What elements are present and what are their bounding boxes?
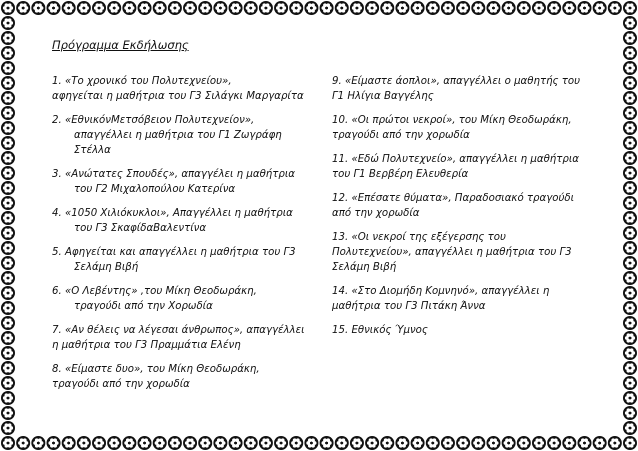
border-flower: [532, 1, 546, 15]
border-flower: [213, 436, 227, 450]
program-item-15: 15. Εθνικός Ύμνος: [332, 325, 428, 336]
border-flower: [623, 61, 637, 75]
border-flower: [335, 436, 349, 450]
border-flower: [593, 1, 607, 15]
border-flower: [304, 436, 318, 450]
border-flower: [198, 436, 212, 450]
border-flower: [213, 1, 227, 15]
program-item-7: 7. «Αν θέλεις να λέγεσαι άνθρωπος», απαγγέλλει η μαθήτρια του Γ3 Πραμμάτια Ελένη: [52, 325, 305, 351]
border-flower: [1, 16, 15, 30]
border-flower: [183, 1, 197, 15]
border-flower: [350, 436, 364, 450]
border-flower: [229, 1, 243, 15]
program-item-9: 9. «Είμαστε άοπλοι», απαγγέλλει ο μαθητής του Γ1 Ηλίγια Βαγγέλης: [332, 76, 581, 102]
border-flower: [1, 121, 15, 135]
border-flower: [532, 436, 546, 450]
program-content: [52, 38, 592, 414]
program-item-14: 14. «Στο Διομήδη Κομνηνό», απαγγέλλει η μαθήτρια του Γ3 Πιτάκη Άννα: [332, 286, 550, 312]
border-flower: [1, 91, 15, 105]
border-flower: [395, 1, 409, 15]
border-flower: [1, 1, 15, 15]
border-flower: [623, 256, 637, 270]
border-flower: [274, 1, 288, 15]
border-flower: [1, 61, 15, 75]
border-flower: [62, 1, 76, 15]
right-column: [332, 74, 594, 347]
border-flower: [623, 151, 637, 165]
border-flower: [31, 436, 45, 450]
border-flower: [623, 226, 637, 240]
border-flower: [1, 301, 15, 315]
border-flower: [1, 241, 15, 255]
program-item-11: 11. «Εδώ Πολυτεχνείο», απαγγέλλει η μαθήτρια του Γ1 Βερβέρη Ελευθερία: [332, 154, 580, 180]
border-flower: [456, 1, 470, 15]
border-flower: [1, 151, 15, 165]
page-title: Πρόγραμμα Εκδήλωσης: [52, 38, 189, 52]
border-flower: [183, 436, 197, 450]
border-flower: [16, 1, 30, 15]
border-flower: [623, 211, 637, 225]
border-flower: [623, 106, 637, 120]
border-flower: [623, 436, 637, 450]
border-flower: [623, 196, 637, 210]
border-flower: [608, 1, 622, 15]
border-flower: [198, 1, 212, 15]
border-flower: [31, 1, 45, 15]
border-flower: [502, 436, 516, 450]
border-flower: [1, 256, 15, 270]
border-flower: [608, 436, 622, 450]
border-flower: [623, 406, 637, 420]
border-flower: [411, 1, 425, 15]
border-flower: [77, 1, 91, 15]
border-flower: [623, 376, 637, 390]
border-flower: [471, 436, 485, 450]
border-flower: [593, 436, 607, 450]
program-item-10: 10. «Οι πρώτοι νεκροί», του Μίκη Θεοδωράκη, τραγούδι από την χορωδία: [332, 115, 572, 141]
border-flower: [153, 1, 167, 15]
border-flower: [1, 436, 15, 450]
border-flower: [623, 121, 637, 135]
border-flower: [623, 271, 637, 285]
border-flower: [1, 136, 15, 150]
border-flower: [138, 436, 152, 450]
border-flower: [623, 331, 637, 345]
border-flower: [1, 76, 15, 90]
border-flower: [517, 436, 531, 450]
border-flower: [456, 436, 470, 450]
border-flower: [1, 406, 15, 420]
border-flower: [244, 1, 258, 15]
border-flower: [229, 436, 243, 450]
border-flower: [426, 436, 440, 450]
border-flower: [365, 436, 379, 450]
border-flower: [562, 436, 576, 450]
border-flower: [335, 1, 349, 15]
border-flower: [107, 436, 121, 450]
border-flower: [577, 1, 591, 15]
border-flower: [1, 316, 15, 330]
border-flower: [411, 436, 425, 450]
border-flower: [547, 1, 561, 15]
border-flower: [426, 1, 440, 15]
border-flower: [1, 271, 15, 285]
program-item-12: 12. «Επέσατε θύματα», Παραδοσιακό τραγούδι από την χορωδία: [332, 193, 575, 219]
border-flower: [47, 436, 61, 450]
border-flower: [1, 166, 15, 180]
border-flower: [350, 1, 364, 15]
border-flower: [623, 31, 637, 45]
border-flower: [168, 1, 182, 15]
program-item-2: 2. «ΕθνικόνΜετσόβειον Πολυτεχνείον», απαγγέλλει η μαθήτρια του Γ1 Ζωγράφη Στέλλα: [52, 115, 282, 156]
program-item-8: 8. «Είμαστε δυο», του Μίκη Θεοδωράκη, τραγούδι από την χορωδία: [52, 364, 260, 390]
border-flower: [138, 1, 152, 15]
border-flower: [547, 436, 561, 450]
border-flower: [1, 31, 15, 45]
border-flower: [259, 1, 273, 15]
border-flower: [623, 136, 637, 150]
border-flower: [289, 1, 303, 15]
border-flower: [1, 331, 15, 345]
border-flower: [623, 301, 637, 315]
border-flower: [623, 1, 637, 15]
border-flower: [153, 436, 167, 450]
border-flower: [16, 436, 30, 450]
border-flower: [122, 436, 136, 450]
border-flower: [122, 1, 136, 15]
border-flower: [623, 391, 637, 405]
border-flower: [244, 436, 258, 450]
border-flower: [274, 436, 288, 450]
left-column: [52, 74, 322, 401]
border-flower: [289, 436, 303, 450]
border-flower: [441, 1, 455, 15]
border-flower: [562, 1, 576, 15]
border-flower: [623, 16, 637, 30]
border-flower: [92, 1, 106, 15]
border-flower: [623, 76, 637, 90]
border-flower: [577, 436, 591, 450]
border-flower: [320, 1, 334, 15]
border-flower: [1, 196, 15, 210]
border-flower: [1, 211, 15, 225]
border-flower: [623, 166, 637, 180]
border-flower: [365, 1, 379, 15]
border-flower: [486, 436, 500, 450]
border-flower: [623, 421, 637, 435]
border-flower: [320, 436, 334, 450]
border-flower: [441, 436, 455, 450]
border-flower: [92, 436, 106, 450]
border-flower: [623, 361, 637, 375]
program-item-13: 13. «Οι νεκροί της εξέγερσης του Πολυτεχνείου», απαγγέλλει η μαθήτρια του Γ3 Σελάμη Βιβή: [332, 232, 572, 273]
border-flower: [1, 376, 15, 390]
border-flower: [471, 1, 485, 15]
program-item-4: 4. «1050 Χιλιόκυκλοι», Απαγγέλλει η μαθήτρια του Γ3 ΣκαφίδαΒαλεντίνα: [52, 208, 293, 234]
border-flower: [623, 46, 637, 60]
border-flower: [168, 436, 182, 450]
border-flower: [517, 1, 531, 15]
border-flower: [304, 1, 318, 15]
border-flower: [1, 181, 15, 195]
border-flower: [623, 181, 637, 195]
program-item-1: 1. «Το χρονικό του Πολυτεχνείου», αφηγείται η μαθήτρια του Γ3 Σιλάγκι Μαργαρίτα: [52, 76, 304, 102]
border-flower: [623, 91, 637, 105]
border-flower: [107, 1, 121, 15]
border-flower: [380, 1, 394, 15]
border-flower: [77, 436, 91, 450]
border-flower: [380, 436, 394, 450]
border-flower: [1, 106, 15, 120]
border-flower: [623, 241, 637, 255]
border-flower: [623, 286, 637, 300]
border-flower: [486, 1, 500, 15]
program-item-3: 3. «Ανώτατες Σπουδές», απαγγέλει η μαθήτρια του Γ2 Μιχαλοπούλου Κατερίνα: [52, 169, 296, 195]
border-flower: [259, 436, 273, 450]
border-flower: [1, 46, 15, 60]
border-flower: [1, 361, 15, 375]
border-flower: [1, 421, 15, 435]
border-flower: [623, 346, 637, 360]
border-flower: [62, 436, 76, 450]
border-flower: [623, 316, 637, 330]
border-flower: [1, 391, 15, 405]
program-item-6: 6. «Ο Λεβέντης» ,του Μίκη Θεοδωράκη, τραγούδι από την Χορωδία: [52, 286, 257, 312]
border-flower: [1, 346, 15, 360]
border-flower: [502, 1, 516, 15]
border-flower: [395, 436, 409, 450]
border-flower: [1, 226, 15, 240]
border-flower: [1, 286, 15, 300]
program-item-5: 5. Αφηγείται και απαγγέλλει η μαθήτρια του Γ3 Σελάμη Βιβή: [52, 247, 296, 273]
border-flower: [47, 1, 61, 15]
